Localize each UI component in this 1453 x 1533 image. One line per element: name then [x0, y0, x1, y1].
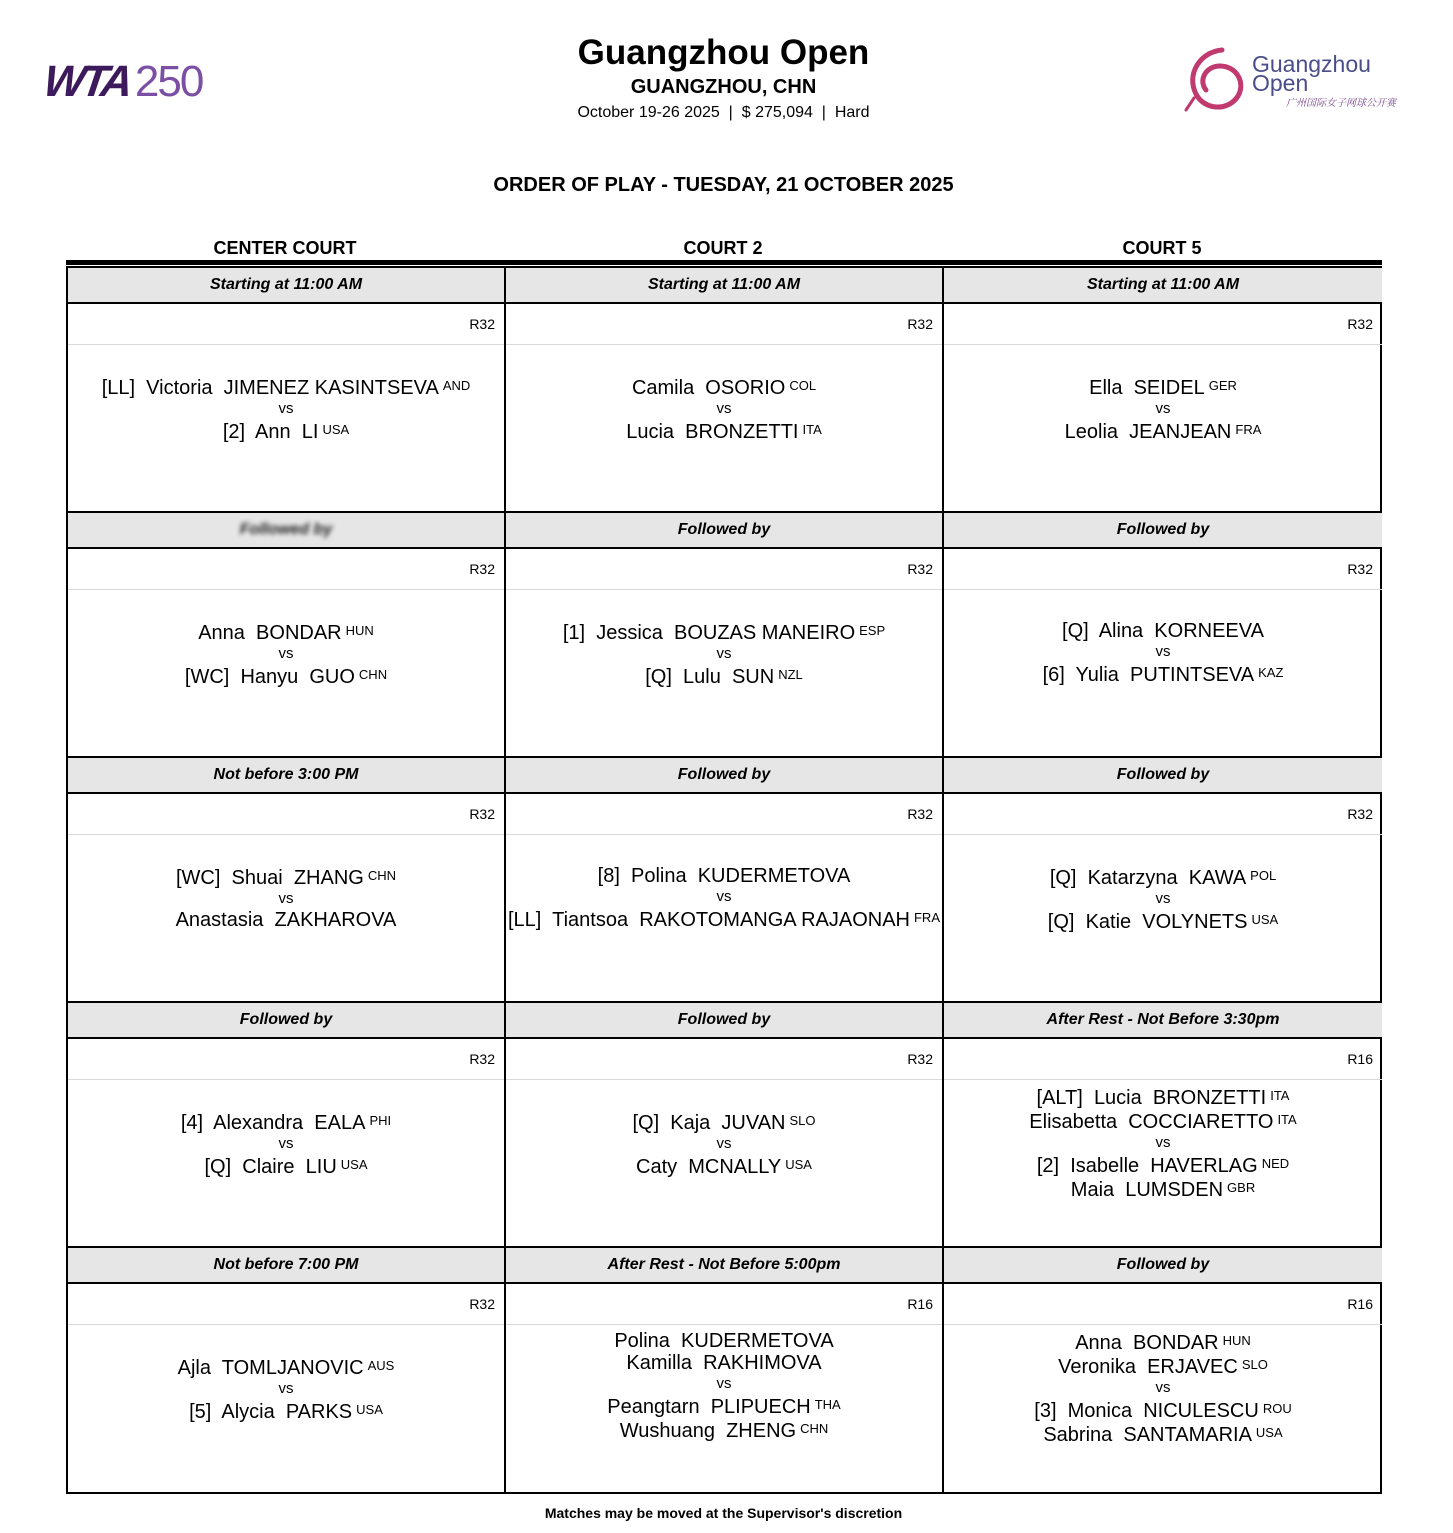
player-name: [LL] Victoria JIMENEZ KASINTSEVA — [101, 377, 439, 399]
footnote: Matches may be moved at the Supervisor's discretion — [544, 1505, 903, 1521]
round-label: R32 — [907, 316, 933, 332]
round-label: R16 — [907, 1296, 933, 1312]
slot-time-text: Followed by — [677, 766, 771, 783]
versus-label: vs — [716, 888, 732, 905]
player-nationality: USA — [1251, 912, 1279, 927]
versus-label: vs — [1155, 1134, 1171, 1151]
slot-time-label — [68, 1001, 504, 1039]
player-nationality: CHN — [358, 667, 388, 682]
player-name: Wushuang ZHENG — [619, 1420, 797, 1442]
tournament-title: Guangzhou Open — [577, 33, 870, 72]
player-name: [2] Ann LI — [222, 421, 319, 443]
slot-time-label — [944, 756, 1382, 794]
round-label: R32 — [469, 806, 495, 822]
slot-time-text: Followed by — [1116, 1256, 1210, 1273]
versus-label: vs — [278, 1380, 294, 1397]
player-entry — [1089, 375, 1237, 399]
player-name: [WC] Shuai ZHANG — [176, 867, 364, 889]
slot-time-text: Followed by — [1116, 521, 1210, 538]
slot-time-text: After Rest - Not Before 5:00pm — [607, 1256, 841, 1273]
round-label: R32 — [1347, 316, 1373, 332]
player-entry — [1048, 909, 1278, 933]
match-content — [944, 835, 1382, 1001]
round-label: R32 — [469, 1051, 495, 1067]
match-slot — [944, 266, 1382, 511]
player-entry — [223, 419, 349, 443]
player-entry — [189, 1399, 383, 1423]
match-content — [68, 590, 504, 756]
round-row — [506, 1039, 942, 1080]
player-nationality: HUN — [345, 623, 374, 638]
player-entry — [176, 909, 397, 931]
player-nationality: USA — [322, 422, 350, 437]
slot-time-text: Not before 3:00 PM — [213, 766, 359, 783]
player-entry — [181, 1110, 391, 1134]
player-entry — [632, 375, 816, 399]
player-nationality: CHN — [367, 868, 396, 883]
player-name: Leolia JEANJEAN — [1064, 421, 1232, 443]
player-entry — [205, 1154, 368, 1178]
player-nationality: HUN — [1222, 1333, 1251, 1348]
match-content — [68, 835, 504, 1001]
player-entry — [1071, 1177, 1255, 1201]
match-content — [68, 1080, 504, 1246]
player-name: [4] Alexandra EALA — [180, 1112, 366, 1134]
court-column — [944, 266, 1382, 1492]
slot-time-text: Followed by — [239, 521, 333, 538]
player-name: Camila OSORIO — [631, 377, 786, 399]
versus-label: vs — [716, 645, 732, 662]
player-entry — [508, 907, 940, 931]
versus-label: vs — [278, 890, 294, 907]
player-nationality: GBR — [1227, 1180, 1256, 1195]
slot-time-label — [506, 266, 942, 304]
court-header-court-2: COURT 2 — [683, 238, 763, 258]
round-row — [944, 1284, 1382, 1325]
player-entry — [1043, 662, 1284, 686]
player-nationality: AND — [442, 378, 471, 393]
round-row — [944, 549, 1382, 590]
player-nationality: CHN — [800, 1421, 829, 1436]
slot-time-text: Followed by — [239, 1011, 333, 1028]
round-label: R32 — [907, 1051, 933, 1067]
match-content — [944, 345, 1382, 511]
player-nationality: USA — [785, 1157, 812, 1172]
match-content — [506, 345, 942, 511]
player-nationality: SLO — [1241, 1357, 1268, 1372]
player-entry — [1037, 1153, 1289, 1177]
player-name: Anna BONDAR — [198, 622, 342, 644]
player-entry — [636, 1154, 812, 1178]
logo-chinese-text: 广州国际女子网球公开赛 — [1286, 98, 1396, 109]
player-name: Veronika ERJAVEC — [1058, 1356, 1238, 1378]
player-entry — [1062, 620, 1264, 642]
slot-time-label — [68, 756, 504, 794]
slot-time-label — [506, 1246, 942, 1284]
round-row — [506, 304, 942, 345]
player-nationality: FRA — [1235, 422, 1262, 437]
match-slot — [506, 511, 942, 756]
round-label: R32 — [1347, 806, 1373, 822]
player-name: Polina KUDERMETOVA — [614, 1330, 834, 1352]
court-column — [68, 266, 506, 1492]
player-nationality: FRA — [913, 910, 940, 925]
match-slot — [506, 1001, 942, 1246]
player-nationality: NED — [1261, 1156, 1290, 1171]
player-nationality: KAZ — [1258, 665, 1284, 680]
player-name: [3] Monica NICULESCU — [1034, 1400, 1259, 1422]
wta-logo-text: WTA — [40, 57, 133, 106]
match-slot — [944, 756, 1382, 1001]
match-content — [506, 590, 942, 756]
slot-time-text: After Rest - Not Before 3:30pm — [1046, 1011, 1280, 1028]
round-row — [944, 304, 1382, 345]
match-slot — [944, 511, 1382, 756]
slot-time-text: Followed by — [1116, 766, 1210, 783]
player-entry — [1034, 1398, 1291, 1422]
player-nationality: ROU — [1262, 1401, 1292, 1416]
player-name: [5] Alycia PARKS — [189, 1401, 353, 1423]
match-content — [506, 835, 942, 1001]
versus-label: vs — [1155, 400, 1171, 417]
match-content — [68, 345, 504, 511]
player-name: [8] Polina KUDERMETOVA — [597, 865, 851, 887]
player-entry — [645, 664, 803, 688]
player-name: Lucia BRONZETTI — [626, 421, 799, 443]
round-row — [944, 1039, 1382, 1080]
match-slot — [68, 1246, 504, 1491]
player-name: [LL] Tiantsoa RAKOTOMANGA RAJAONAH — [508, 909, 910, 931]
slot-time-label — [68, 266, 504, 304]
player-name: Kamilla RAKHIMOVA — [626, 1352, 822, 1374]
tournament-city: GUANGZHOU, CHN — [630, 76, 817, 98]
slot-time-label — [944, 1001, 1382, 1039]
header-divider — [66, 260, 1382, 265]
slot-time-label — [68, 511, 504, 549]
player-name: [WC] Hanyu GUO — [184, 666, 355, 688]
player-name: [ALT] Lucia BRONZETTI — [1036, 1087, 1267, 1109]
slot-time-label — [506, 756, 942, 794]
match-slot — [68, 756, 504, 1001]
round-row — [68, 304, 504, 345]
round-label: R32 — [469, 561, 495, 577]
player-entry — [178, 1355, 395, 1379]
match-slot — [506, 1246, 942, 1491]
slot-time-text: Followed by — [677, 1011, 771, 1028]
player-entry — [1029, 1109, 1296, 1133]
player-entry — [626, 1352, 821, 1374]
slot-time-text: Starting at 11:00 AM — [209, 276, 363, 293]
player-name: [Q] Alina KORNEEVA — [1062, 620, 1264, 642]
player-nationality: THA — [814, 1397, 841, 1412]
versus-label: vs — [716, 1375, 732, 1392]
match-slot — [68, 266, 504, 511]
logo-line-guangzhou: Guangzhou — [1252, 51, 1371, 77]
match-content — [68, 1325, 504, 1491]
player-name: [Q] Katarzyna KAWA — [1049, 867, 1247, 889]
versus-label: vs — [278, 400, 294, 417]
versus-label: vs — [1155, 1379, 1171, 1396]
versus-label: vs — [278, 645, 294, 662]
player-nationality: PHI — [369, 1113, 392, 1128]
match-slot — [68, 511, 504, 756]
player-entry — [626, 419, 822, 443]
player-name: Peangtarn PLIPUECH — [607, 1396, 811, 1418]
player-entry — [614, 1330, 833, 1352]
slot-time-label — [944, 1246, 1382, 1284]
slot-time-text: Starting at 11:00 AM — [647, 276, 801, 293]
player-name: Sabrina SANTAMARIA — [1043, 1424, 1252, 1446]
player-nationality: AUS — [367, 1358, 395, 1373]
player-entry — [1065, 419, 1262, 443]
player-entry — [620, 1418, 829, 1442]
round-row — [68, 1284, 504, 1325]
versus-label: vs — [716, 400, 732, 417]
match-slot — [68, 1001, 504, 1246]
versus-label: vs — [716, 1135, 732, 1152]
player-name: [Q] Lulu SUN — [645, 666, 775, 688]
schedule-grid — [66, 266, 1382, 1494]
round-row — [506, 794, 942, 835]
player-nationality: USA — [356, 1402, 383, 1417]
player-name: Caty MCNALLY — [636, 1156, 782, 1178]
round-label: R32 — [469, 1296, 495, 1312]
round-row — [68, 794, 504, 835]
court-header-court-5: COURT 5 — [1122, 238, 1202, 258]
match-content — [944, 1325, 1382, 1491]
round-row — [68, 1039, 504, 1080]
player-entry — [176, 865, 396, 889]
slot-time-label — [506, 511, 942, 549]
slot-time-text: Starting at 11:00 AM — [1086, 276, 1240, 293]
round-row — [506, 549, 942, 590]
order-of-play-title: ORDER OF PLAY - TUESDAY, 21 OCTOBER 2025 — [493, 174, 954, 196]
player-entry — [1037, 1085, 1290, 1109]
player-entry — [198, 620, 374, 644]
player-name: Maia LUMSDEN — [1070, 1179, 1224, 1201]
round-row — [506, 1284, 942, 1325]
court-header-center: CENTER COURT — [213, 238, 357, 258]
match-slot — [506, 756, 942, 1001]
slot-time-text: Not before 7:00 PM — [213, 1256, 359, 1273]
player-name: Ella SEIDEL — [1089, 377, 1205, 399]
player-nationality: COL — [789, 378, 817, 393]
player-name: [Q] Katie VOLYNETS — [1047, 911, 1248, 933]
player-entry — [1075, 1330, 1251, 1354]
slot-time-text: Followed by — [677, 521, 771, 538]
match-slot — [944, 1001, 1382, 1246]
round-label: R32 — [469, 316, 495, 332]
round-row — [68, 549, 504, 590]
player-name: [Q] Claire LIU — [204, 1156, 337, 1178]
player-name: Anna BONDAR — [1075, 1332, 1219, 1354]
player-nationality: ESP — [859, 623, 886, 638]
match-content — [506, 1325, 942, 1491]
round-label: R16 — [1347, 1051, 1373, 1067]
versus-label: vs — [1155, 643, 1171, 660]
slot-time-label — [68, 1246, 504, 1284]
logo-line-open: Open — [1252, 70, 1309, 96]
player-nationality: USA — [1255, 1425, 1283, 1440]
player-nationality: ITA — [802, 422, 822, 437]
player-name: [Q] Kaja JUVAN — [632, 1112, 786, 1134]
player-entry — [563, 620, 885, 644]
player-nationality: POL — [1250, 868, 1277, 883]
player-nationality: SLO — [789, 1113, 816, 1128]
player-nationality: GER — [1208, 378, 1237, 393]
round-label: R16 — [1347, 1296, 1373, 1312]
player-entry — [632, 1110, 815, 1134]
versus-label: vs — [278, 1135, 294, 1152]
slot-time-label — [944, 266, 1382, 304]
match-content — [944, 590, 1382, 756]
player-entry — [598, 865, 851, 887]
player-nationality: USA — [340, 1157, 368, 1172]
player-name: Anastasia ZAKHAROVA — [175, 909, 397, 931]
player-entry — [607, 1394, 840, 1418]
match-slot — [944, 1246, 1382, 1491]
wta-tier-text: 250 — [134, 57, 203, 106]
player-entry — [185, 664, 387, 688]
player-nationality: ITA — [1270, 1088, 1290, 1103]
match-slot — [506, 266, 942, 511]
player-nationality: ITA — [1277, 1112, 1297, 1127]
player-entry — [102, 375, 471, 399]
slot-time-label — [944, 511, 1382, 549]
player-entry — [1058, 1354, 1268, 1378]
player-name: [2] Isabelle HAVERLAG — [1036, 1155, 1258, 1177]
match-content — [944, 1080, 1382, 1246]
court-column — [506, 266, 944, 1492]
round-label: R32 — [1347, 561, 1373, 577]
round-label: R32 — [907, 806, 933, 822]
versus-label: vs — [1155, 890, 1171, 907]
player-name: Elisabetta COCCIARETTO — [1029, 1111, 1274, 1133]
slot-time-label — [506, 1001, 942, 1039]
match-content — [506, 1080, 942, 1246]
round-label: R32 — [907, 561, 933, 577]
player-entry — [1050, 865, 1276, 889]
player-name: [6] Yulia PUTINTSEVA — [1042, 664, 1255, 686]
player-name: [1] Jessica BOUZAS MANEIRO — [562, 622, 856, 644]
player-nationality: NZL — [778, 667, 803, 682]
round-row — [944, 794, 1382, 835]
tournament-info: October 19-26 2025 | $ 275,094 | Hard — [577, 104, 870, 121]
player-entry — [1043, 1422, 1282, 1446]
player-name: Ajla TOMLJANOVIC — [177, 1357, 364, 1379]
